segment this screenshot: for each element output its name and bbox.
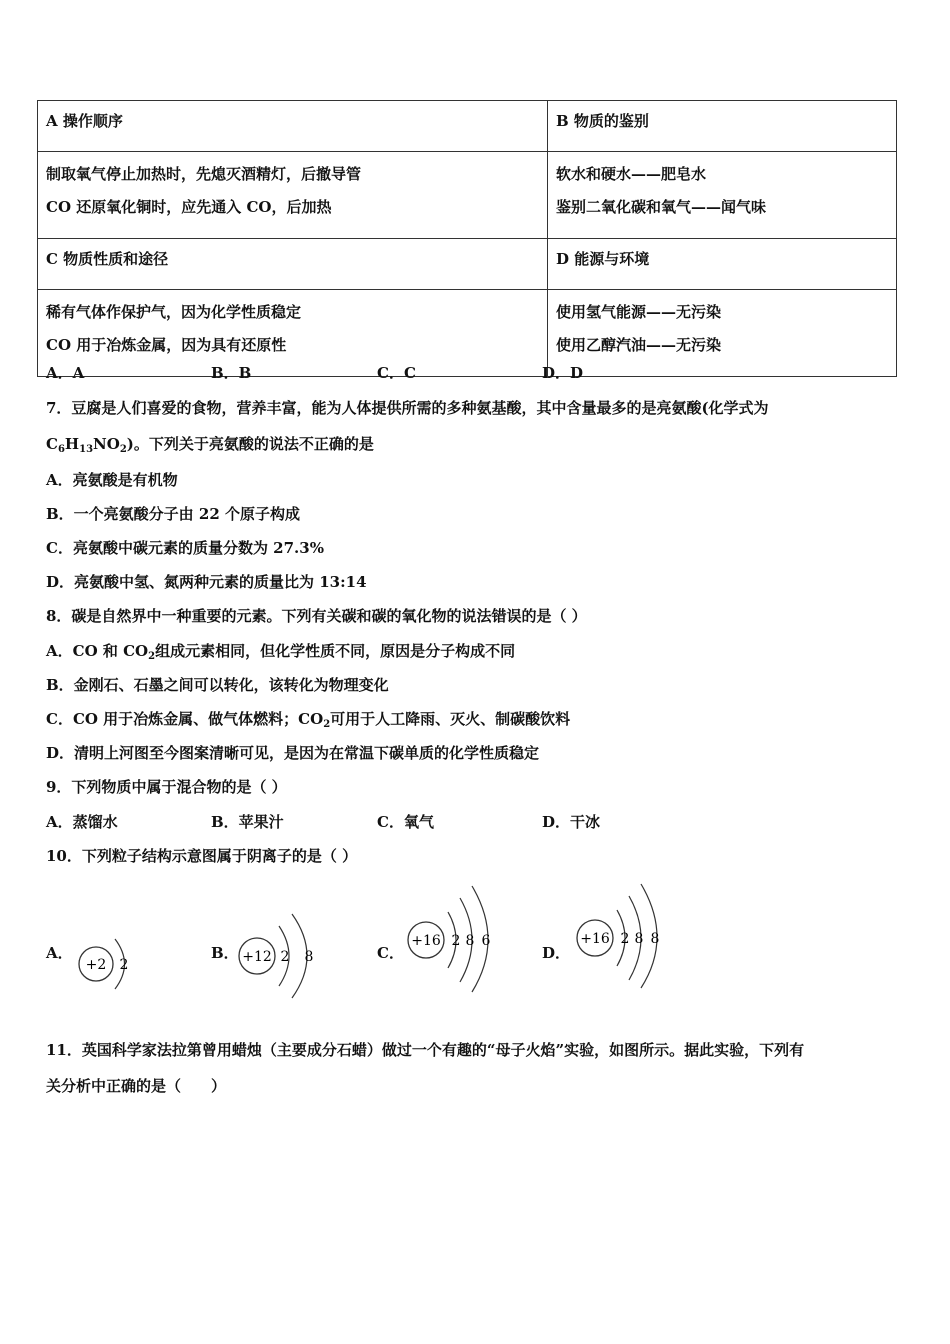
- cell-d-line2: 使用乙醇汽油——无污染: [556, 336, 722, 354]
- formula-h-sub: 13: [79, 444, 94, 455]
- cell-c-line1: 稀有气体作保护气，因为化学性质稳定: [46, 303, 302, 321]
- q8-option-c[interactable]: [46, 708, 570, 729]
- q8-a-post: 组成元素相同，但化学性质不同，原因是分子构成不同: [155, 642, 516, 660]
- cell-d-line1: 使用氢气能源——无污染: [556, 303, 722, 321]
- cell-c-body: [38, 290, 548, 377]
- cell-a-line2: CO 还原氧化铜时，应先通入 CO，后加热: [46, 198, 332, 216]
- q10-option-c-label[interactable]: C．: [377, 944, 404, 962]
- q8-c-post: 可用于人工降雨、灭火、制碳酸饮料: [330, 710, 571, 728]
- formula-h: H: [64, 435, 80, 453]
- q8-option-b[interactable]: B．金刚石、石墨之间可以转化，该转化为物理变化: [46, 676, 389, 694]
- q11-stem-line1: 11．英国科学家法拉第曾用蜡烛（主要成分石蜡）做过一个有趣的“母子火焰”实验，如图所示。据此实验，下列有: [46, 1041, 805, 1059]
- shell-count-c2: 8: [465, 933, 475, 949]
- nucleus-charge-d: +16: [580, 931, 610, 947]
- q8-a-sub: 2: [148, 651, 156, 662]
- q9-stem: 9．下列物质中属于混合物的是（ ）: [46, 778, 287, 796]
- q6-option-d[interactable]: D．D: [542, 364, 584, 382]
- atom-diagram-b[interactable]: [237, 912, 327, 1002]
- formula-c-sub: 6: [57, 444, 65, 455]
- atom-diagram-c[interactable]: [406, 884, 506, 994]
- q7-option-a[interactable]: A．亮氨酸是有机物: [46, 471, 178, 489]
- cell-b-body: [548, 152, 897, 239]
- q7-stem-line2: [46, 433, 374, 454]
- shell-count-c1: 2: [451, 933, 461, 949]
- cell-a-line1: 制取氧气停止加热时，先熄灭酒精灯，后撤导管: [46, 165, 362, 183]
- shell-count-d3: 8: [650, 931, 660, 947]
- q9-option-d[interactable]: D．干冰: [542, 813, 601, 831]
- cell-a-body: [38, 152, 548, 239]
- formula-no: NO: [93, 435, 120, 453]
- q6-option-b[interactable]: B．B: [211, 364, 252, 382]
- q6-option-c[interactable]: C．C: [377, 364, 416, 382]
- nucleus-charge-a: +2: [85, 957, 107, 973]
- q8-a-pre: A．CO 和 CO: [46, 642, 149, 660]
- q10-option-b-label[interactable]: B．: [211, 944, 239, 962]
- cell-b-title: [548, 101, 897, 152]
- q10-option-a-label[interactable]: A．: [46, 944, 73, 962]
- nucleus-charge-c: +16: [411, 933, 441, 949]
- cell-b-line1: 软水和硬水——肥皂水: [556, 165, 707, 183]
- q7-stem-line1: 7．豆腐是人们喜爱的食物，营养丰富，能为人体提供所需的多种氨基酸，其中含量最多的是亮氨酸(化学式为: [46, 399, 769, 417]
- q9-option-c[interactable]: C．氧气: [377, 813, 434, 831]
- shell-count-b2: 8: [304, 949, 314, 965]
- cell-c-title-text: C 物质性质和途径: [46, 250, 169, 268]
- cell-d-body: [548, 290, 897, 377]
- q7-option-b[interactable]: B．一个亮氨酸分子由 22 个原子构成: [46, 505, 300, 523]
- q10-stem: 10．下列粒子结构示意图属于阴离子的是（ ）: [46, 847, 358, 865]
- cell-a-title-text: A 操作顺序: [46, 112, 123, 130]
- q9-option-a[interactable]: A．蒸馏水: [46, 813, 118, 831]
- cell-c-title: [38, 239, 548, 290]
- q8-option-d[interactable]: D．清明上河图至今图案清晰可见，是因为在常温下碳单质的化学性质稳定: [46, 744, 540, 762]
- cell-b-line2: 鉴别二氧化碳和氧气——闻气味: [556, 198, 767, 216]
- formula-no-sub: 2: [119, 444, 127, 455]
- q7-option-d[interactable]: D．亮氨酸中氢、氮两种元素的质量比为 13:14: [46, 573, 367, 591]
- q8-c-sub: 2: [323, 719, 331, 730]
- atom-diagram-d[interactable]: [575, 880, 675, 990]
- shell-count-a1: 2: [119, 957, 129, 973]
- q7-option-c[interactable]: C．亮氨酸中碳元素的质量分数为 27.3%: [46, 539, 324, 557]
- q8-c-pre: C．CO 用于冶炼金属、做气体燃料；CO: [46, 710, 324, 728]
- cell-d-title-text: D 能源与环境: [556, 250, 650, 268]
- atom-diagram-a[interactable]: [76, 925, 146, 995]
- q8-stem: 8．碳是自然界中一种重要的元素。下列有关碳和碳的氧化物的说法错误的是（ ）: [46, 607, 587, 625]
- cell-b-title-text: B 物质的鉴别: [556, 112, 649, 130]
- q6-option-a[interactable]: A．A: [46, 364, 85, 382]
- shell-count-c3: 6: [481, 933, 491, 949]
- q9-option-b[interactable]: B．苹果汁: [211, 813, 284, 831]
- q11-stem-line2: 关分析中正确的是（ ）: [46, 1077, 227, 1095]
- q8-option-a[interactable]: [46, 640, 515, 661]
- formula-c: C: [46, 435, 58, 453]
- nucleus-charge-b: +12: [242, 949, 272, 965]
- q7-stem-tail: )。下列关于亮氨酸的说法不正确的是: [126, 435, 374, 453]
- options-table: [37, 100, 897, 377]
- cell-a-title: [38, 101, 548, 152]
- shell-count-d2: 8: [634, 931, 644, 947]
- q10-option-d-label[interactable]: D．: [542, 944, 571, 962]
- cell-d-title: [548, 239, 897, 290]
- shell-count-d1: 2: [620, 931, 630, 947]
- shell-count-b1: 2: [280, 949, 290, 965]
- cell-c-line2: CO 用于冶炼金属，因为具有还原性: [46, 336, 287, 354]
